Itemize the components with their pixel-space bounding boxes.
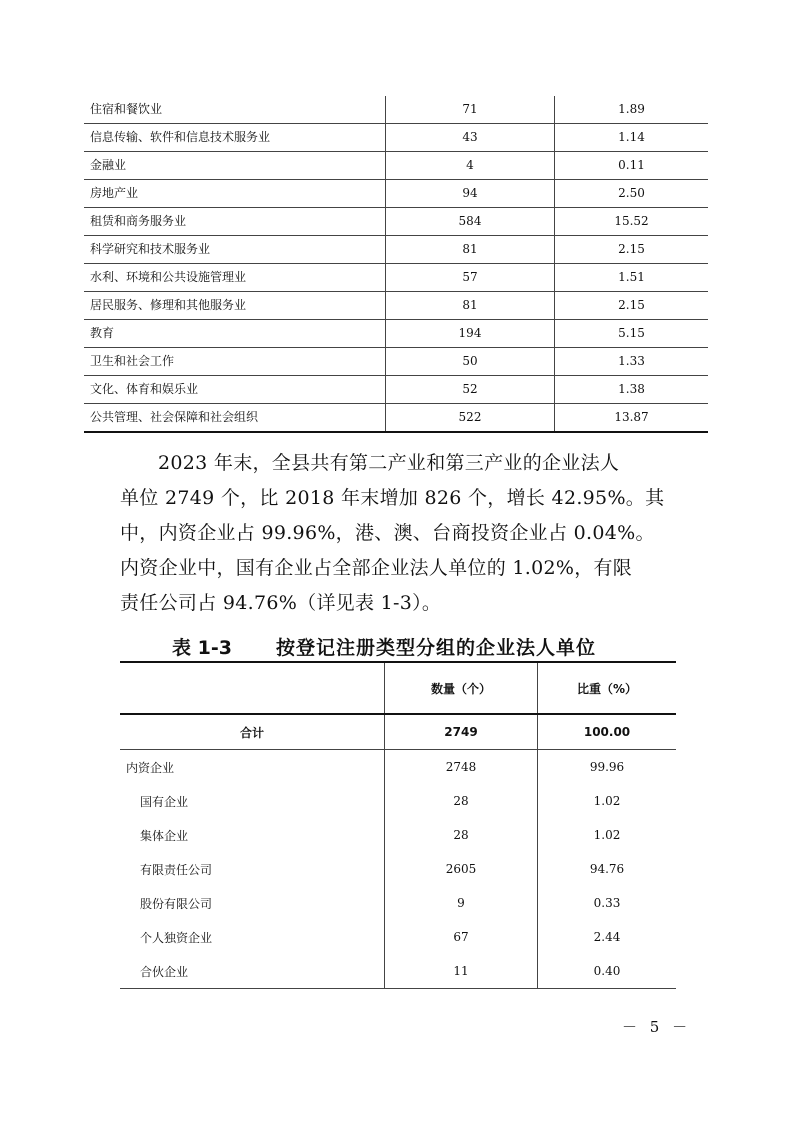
table-row <box>84 208 708 236</box>
row-percent: 0.40 <box>593 964 621 978</box>
row-count: 81 <box>386 292 555 320</box>
row-percent: 1.02 <box>593 828 621 842</box>
row-count: 67 <box>385 920 538 954</box>
row-percent: 5.15 <box>618 326 645 340</box>
row-percent: 2.15 <box>618 298 645 312</box>
row-count: 57 <box>386 264 555 292</box>
row-count: 52 <box>386 376 555 404</box>
table-row <box>84 404 708 433</box>
row-count: 71 <box>386 96 555 124</box>
row-count: 81 <box>386 236 555 264</box>
table-row <box>84 264 708 292</box>
table-total-row <box>120 714 676 750</box>
row-name: 金融业 <box>90 158 127 172</box>
table-row <box>84 152 708 180</box>
row-percent: 1.33 <box>618 354 645 368</box>
row-name: 教育 <box>90 326 115 340</box>
table-row <box>84 180 708 208</box>
table-row <box>120 886 676 920</box>
header-count: 数量（个） <box>385 662 538 714</box>
paragraph-line: 2023 年末，全县共有第二产业和第三产业的企业法人 <box>158 452 620 474</box>
table-row <box>120 784 676 818</box>
table-row <box>84 376 708 404</box>
table-title <box>120 633 676 660</box>
row-count: 2605 <box>385 852 538 886</box>
row-count: 50 <box>386 348 555 376</box>
row-percent: 15.52 <box>614 214 649 228</box>
row-name: 科学研究和技术服务业 <box>90 242 211 256</box>
table-row <box>84 96 708 124</box>
row-name: 个人独资企业 <box>140 930 213 945</box>
row-name: 有限责任公司 <box>140 862 213 877</box>
table-row <box>120 920 676 954</box>
row-name: 水利、环境和公共设施管理业 <box>90 270 247 284</box>
row-percent: 94.76 <box>589 862 625 876</box>
paragraph-line: 责任公司占 94.76%（详见表 1-3）。 <box>120 592 442 614</box>
row-count: 4 <box>386 152 555 180</box>
table-number: 表 1-3 <box>172 637 232 659</box>
total-percent: 100.00 <box>583 725 631 739</box>
row-percent: 13.87 <box>614 410 649 424</box>
registration-type-table <box>120 661 676 989</box>
row-count: 2748 <box>385 750 538 785</box>
paragraph-line: 内资企业中，国有企业占全部企业法人单位的 1.02%，有限 <box>120 557 633 579</box>
table-row <box>120 954 676 989</box>
row-name: 国有企业 <box>140 794 189 809</box>
row-percent: 2.15 <box>618 242 645 256</box>
table-row <box>120 818 676 852</box>
table-title-text: 按登记注册类型分组的企业法人单位 <box>275 637 596 659</box>
row-count: 522 <box>386 404 555 433</box>
row-name: 集体企业 <box>140 828 189 843</box>
row-name: 公共管理、社会保障和社会组织 <box>90 410 259 424</box>
row-percent: 2.44 <box>593 930 621 944</box>
row-percent: 1.89 <box>618 102 645 116</box>
row-percent: 1.02 <box>593 794 621 808</box>
table-row <box>84 292 708 320</box>
row-name: 租赁和商务服务业 <box>90 214 187 228</box>
row-percent: 1.51 <box>618 270 645 284</box>
row-name: 文化、体育和娱乐业 <box>90 382 199 396</box>
total-label: 合计 <box>239 725 264 740</box>
table-row <box>84 348 708 376</box>
row-name: 内资企业 <box>126 760 175 775</box>
page-number: － 5 － <box>622 1018 692 1036</box>
header-percent: 比重（%） <box>576 681 638 696</box>
row-name: 信息传输、软件和信息技术服务业 <box>90 130 271 144</box>
row-count: 9 <box>385 886 538 920</box>
table-row <box>120 852 676 886</box>
row-name: 卫生和社会工作 <box>90 354 175 368</box>
table-row <box>120 750 676 785</box>
body-paragraph <box>120 446 680 621</box>
table-row <box>84 124 708 152</box>
table-row <box>84 236 708 264</box>
row-name: 股份有限公司 <box>140 896 213 911</box>
row-count: 94 <box>386 180 555 208</box>
row-name: 合伙企业 <box>140 964 189 979</box>
row-count: 28 <box>385 818 538 852</box>
table-row <box>84 320 708 348</box>
row-percent: 2.50 <box>618 186 645 200</box>
row-percent: 0.11 <box>618 158 645 172</box>
row-percent: 1.38 <box>618 382 645 396</box>
table-header-row <box>120 662 676 714</box>
row-percent: 99.96 <box>589 760 625 774</box>
paragraph-line: 单位 2749 个，比 2018 年末增加 826 个，增长 42.95%。其 <box>120 487 665 509</box>
row-percent: 0.33 <box>593 896 621 910</box>
industry-table <box>84 96 708 433</box>
row-name: 房地产业 <box>90 186 139 200</box>
row-count: 43 <box>386 124 555 152</box>
row-name: 住宿和餐饮业 <box>90 102 163 116</box>
row-count: 584 <box>386 208 555 236</box>
row-count: 11 <box>385 954 538 989</box>
total-count: 2749 <box>385 714 538 750</box>
row-count: 28 <box>385 784 538 818</box>
row-name: 居民服务、修理和其他服务业 <box>90 298 247 312</box>
header-category <box>120 662 385 714</box>
row-count: 194 <box>386 320 555 348</box>
row-percent: 1.14 <box>618 130 645 144</box>
paragraph-line: 中，内资企业占 99.96%，港、澳、台商投资企业占 0.04%。 <box>120 522 655 544</box>
